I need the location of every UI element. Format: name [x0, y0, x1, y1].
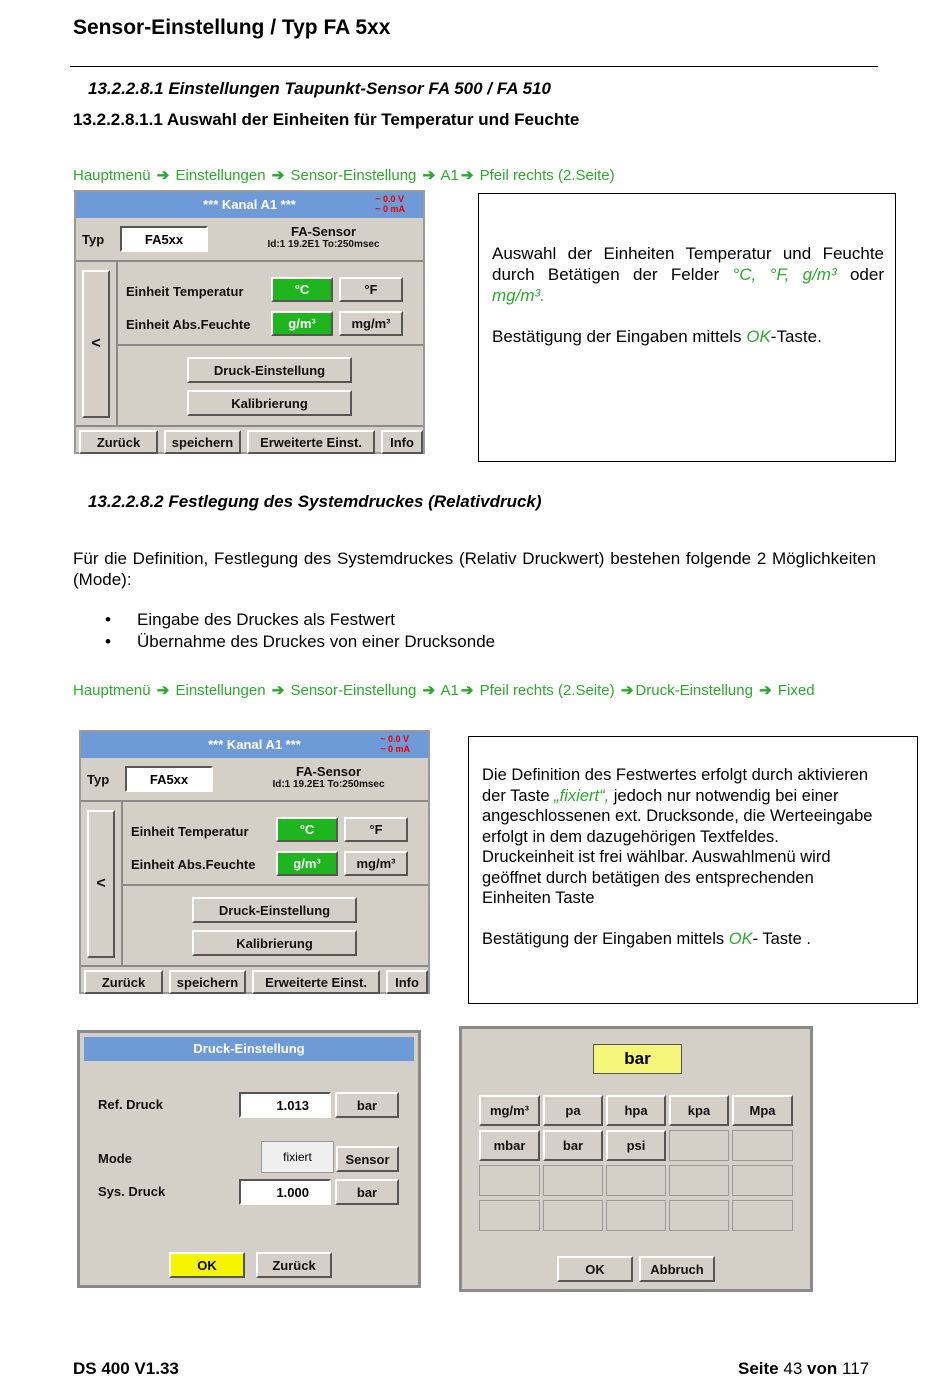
channel-title: *** Kanal A1 ***: [203, 197, 296, 212]
explanation-text: [492, 243, 884, 347]
screen-title-bar: [76, 192, 423, 218]
sensor-id: Id:1 19.2E1 To:250msec: [267, 239, 380, 250]
empty-unit-slot: [669, 1200, 729, 1231]
empty-unit-slot: [732, 1200, 793, 1231]
fixiert-keyword: „fixiert“,: [554, 786, 610, 805]
sensor-name: FA-Sensor: [290, 224, 356, 239]
kalibrierung-button[interactable]: Kalibrierung: [187, 390, 352, 416]
arrow-right-icon: ➔: [460, 682, 474, 699]
list-item: • Übernahme des Druckes von einer Drucksonde: [73, 631, 673, 653]
erweiterte-einst-button[interactable]: Erweiterte Einst.: [252, 970, 380, 994]
sensor-info: [246, 224, 401, 250]
text-line: [482, 786, 912, 807]
ref-druck-label: Ref. Druck: [98, 1097, 164, 1112]
unit-button-mgm3[interactable]: mg/m³: [479, 1095, 540, 1126]
menu-path: [73, 681, 815, 699]
kalibrierung-button[interactable]: Kalibrierung: [192, 930, 357, 956]
unit-button-bar[interactable]: bar: [543, 1130, 603, 1161]
zurueck-button[interactable]: Zurück: [79, 430, 158, 454]
unit-mgm3-button[interactable]: mg/m³: [344, 851, 408, 876]
info-button[interactable]: Info: [381, 430, 423, 454]
erweiterte-einst-button[interactable]: Erweiterte Einst.: [247, 430, 375, 454]
screen-title-bar: [84, 1037, 414, 1061]
sys-druck-unit-button[interactable]: bar: [335, 1179, 399, 1205]
text-span: Bestätigung der Eingaben mittels: [482, 930, 729, 948]
text-span: oder: [836, 265, 884, 284]
divider: [116, 260, 118, 426]
path-item: A1: [440, 167, 459, 184]
speichern-button[interactable]: speichern: [169, 970, 246, 994]
empty-unit-slot: [479, 1200, 540, 1231]
path-item: Pfeil rechts (2.Seite): [479, 682, 615, 699]
footer-version: DS 400 V1.33: [73, 1359, 179, 1378]
screen-title-bar: [81, 732, 428, 758]
screen-title: Druck-Einstellung: [193, 1041, 305, 1056]
sensor-id: Id:1 19.2E1 To:250msec: [272, 779, 385, 790]
zurueck-button[interactable]: Zurück: [84, 970, 163, 994]
voltage-value: ~ 0.0 V: [380, 734, 410, 744]
text-span: durch Betätigen der Felder: [492, 265, 733, 284]
temp-unit-label: Einheit Temperatur: [126, 284, 244, 299]
unit-gm3-button[interactable]: g/m³: [276, 851, 338, 876]
arrow-right-icon: ➔: [422, 682, 436, 699]
abbruch-button[interactable]: Abbruch: [639, 1256, 715, 1282]
footer-page-number: [738, 1359, 869, 1379]
unit-button-mpa[interactable]: Mpa: [732, 1095, 793, 1126]
footer-text: Seite: [738, 1359, 779, 1378]
explanation-box: [478, 193, 896, 462]
text-line: geöffnet durch betätigen des entsprechenden: [482, 868, 814, 887]
path-item: Hauptmenü: [73, 682, 151, 699]
typ-label: Typ: [87, 772, 110, 787]
footer-text: von: [807, 1359, 838, 1378]
text-span: -Taste.: [770, 327, 822, 346]
section-heading: 13.2.2.8.2 Festlegung des Systemdruckes (Relativdruck): [88, 492, 542, 511]
sensor-info: [251, 764, 406, 790]
current-value: ~ 0 mA: [375, 204, 405, 214]
mode-sensor-button[interactable]: Sensor: [336, 1146, 399, 1172]
divider: [76, 425, 423, 427]
zurueck-button[interactable]: Zurück: [256, 1252, 332, 1278]
ok-button[interactable]: OK: [557, 1256, 633, 1282]
selected-unit-display: bar: [593, 1044, 682, 1074]
ref-druck-unit-button[interactable]: bar: [335, 1092, 399, 1118]
arrow-right-icon: ➔: [620, 682, 634, 699]
device-screen: [74, 190, 425, 454]
text-span: Bestätigung der Eingaben mittels: [492, 327, 747, 346]
unit-button-pa[interactable]: pa: [543, 1095, 603, 1126]
list-item: • Eingabe des Druckes als Festwert: [73, 609, 673, 631]
text-line: [482, 929, 912, 950]
empty-unit-slot: [543, 1200, 603, 1231]
ok-keyword: OK: [746, 327, 771, 346]
path-item: Einstellungen: [175, 167, 266, 184]
empty-unit-slot: [543, 1165, 603, 1196]
arrow-right-icon: ➔: [271, 167, 285, 184]
explanation-text: [482, 765, 912, 950]
empty-unit-slot: [479, 1165, 540, 1196]
sys-druck-label: Sys. Druck: [98, 1184, 166, 1199]
empty-unit-slot: [669, 1165, 729, 1196]
current-value: ~ 0 mA: [380, 744, 410, 754]
ref-druck-field[interactable]: 1.013: [239, 1092, 331, 1118]
path-item: Hauptmenü: [73, 167, 151, 184]
mode-list: [73, 609, 673, 653]
text-span: jedoch nur notwendig bei einer: [609, 786, 839, 805]
path-item: Fixed: [777, 682, 815, 699]
unit-button-hpa[interactable]: hpa: [606, 1095, 666, 1126]
empty-unit-slot: [732, 1165, 793, 1196]
divider: [76, 260, 423, 262]
text-line: angeschlossenen ext. Drucksonde, die Werteeingabe: [482, 807, 873, 825]
unit-selection-screen: [459, 1026, 813, 1292]
typ-label: Typ: [82, 232, 105, 247]
humidity-unit-label: Einheit Abs.Feuchte: [131, 857, 256, 872]
text-line: Auswahl der Einheiten Temperatur und Feuchte: [492, 244, 884, 263]
text-span: der Taste: [482, 786, 555, 805]
unit-celsius-button[interactable]: °C: [271, 277, 333, 302]
mode-label: Mode: [98, 1151, 132, 1166]
path-item: Pfeil rechts (2.Seite): [479, 167, 615, 184]
typ-field[interactable]: FA5xx: [125, 766, 213, 792]
sensor-name: FA-Sensor: [295, 764, 361, 779]
unit-gm3-button[interactable]: g/m³: [271, 311, 333, 336]
empty-unit-slot: [732, 1130, 793, 1161]
divider: [81, 965, 428, 967]
path-item: Sensor-Einstellung: [290, 682, 417, 699]
text-line: erfolgt in dem dazugehörigen Textfeldes.: [482, 827, 779, 846]
info-button[interactable]: Info: [386, 970, 428, 994]
druck-einstellung-button[interactable]: Druck-Einstellung: [187, 357, 352, 383]
voltage-value: ~ 0.0 V: [375, 194, 405, 204]
text-line: Einheiten Taste: [482, 889, 595, 907]
back-arrow-button[interactable]: <: [82, 270, 110, 418]
divider: [121, 800, 123, 966]
divider: [81, 800, 428, 802]
empty-unit-slot: [606, 1200, 666, 1231]
subsection-heading: 13.2.2.8.1.1 Auswahl der Einheiten für Temperatur und Feuchte: [73, 110, 580, 129]
path-item: Druck-Einstellung: [635, 682, 753, 699]
header-rule: [70, 66, 878, 67]
temp-unit-label: Einheit Temperatur: [131, 824, 249, 839]
arrow-right-icon: ➔: [271, 682, 285, 699]
unit-button-mbar[interactable]: mbar: [479, 1130, 540, 1161]
arrow-right-icon: ➔: [460, 167, 474, 184]
speichern-button[interactable]: speichern: [164, 430, 241, 454]
menu-path: [73, 166, 615, 184]
section-heading: 13.2.2.8.1 Einstellungen Taupunkt-Sensor FA 500 / FA 510: [88, 79, 551, 98]
text-line: [492, 264, 884, 285]
intro-paragraph: Für die Definition, Festlegung des Systemdruckes (Relativ Druckwert) bestehen folgende 2 Möglichkeiten (Mode):: [73, 549, 876, 589]
empty-unit-slot: [606, 1165, 666, 1196]
channel-values: [375, 194, 405, 214]
text-line: [492, 326, 884, 347]
back-arrow-button[interactable]: <: [87, 810, 115, 958]
mode-fixiert-button[interactable]: fixiert: [261, 1141, 334, 1173]
arrow-right-icon: ➔: [759, 682, 772, 699]
unit-fahrenheit-button[interactable]: °F: [344, 817, 408, 842]
empty-unit-slot: [669, 1130, 729, 1161]
path-item: A1: [440, 682, 459, 699]
current-page: 43: [783, 1359, 803, 1378]
ok-button[interactable]: OK: [169, 1252, 245, 1278]
sys-druck-field[interactable]: 1.000: [239, 1179, 331, 1205]
typ-field[interactable]: FA5xx: [120, 226, 208, 252]
total-pages: 117: [842, 1359, 870, 1378]
path-item: Einstellungen: [175, 682, 266, 699]
arrow-right-icon: ➔: [156, 682, 170, 699]
unit-button-psi[interactable]: psi: [606, 1130, 666, 1161]
explanation-box: [468, 736, 918, 1004]
channel-values: [380, 734, 410, 754]
divider: [121, 884, 428, 886]
unit-mgm3-button[interactable]: mg/m³: [339, 311, 403, 336]
path-item: Sensor-Einstellung: [290, 167, 417, 184]
ok-keyword: OK: [728, 930, 753, 948]
text-line: Die Definition des Festwertes erfolgt durch aktivieren: [482, 766, 869, 784]
device-screen: [79, 730, 430, 994]
druck-einstellung-button[interactable]: Druck-Einstellung: [192, 897, 357, 923]
channel-title: *** Kanal A1 ***: [208, 737, 301, 752]
arrow-right-icon: ➔: [422, 167, 436, 184]
text-span: - Taste .: [752, 930, 811, 948]
unit-fahrenheit-button[interactable]: °F: [339, 277, 403, 302]
divider: [116, 344, 423, 346]
humidity-unit-label: Einheit Abs.Feuchte: [126, 317, 251, 332]
unit-button-kpa[interactable]: kpa: [669, 1095, 729, 1126]
arrow-right-icon: ➔: [156, 167, 170, 184]
page-header-title: Sensor-Einstellung / Typ FA 5xx: [73, 16, 391, 39]
text-line: mg/m³.: [492, 286, 545, 305]
unit-celsius-button[interactable]: °C: [276, 817, 338, 842]
unit-names: °C, °F, g/m³: [732, 265, 837, 284]
druck-einstellung-screen: [77, 1030, 421, 1288]
text-line: Druckeinheit ist frei wählbar. Auswahlmenü wird: [482, 848, 831, 866]
